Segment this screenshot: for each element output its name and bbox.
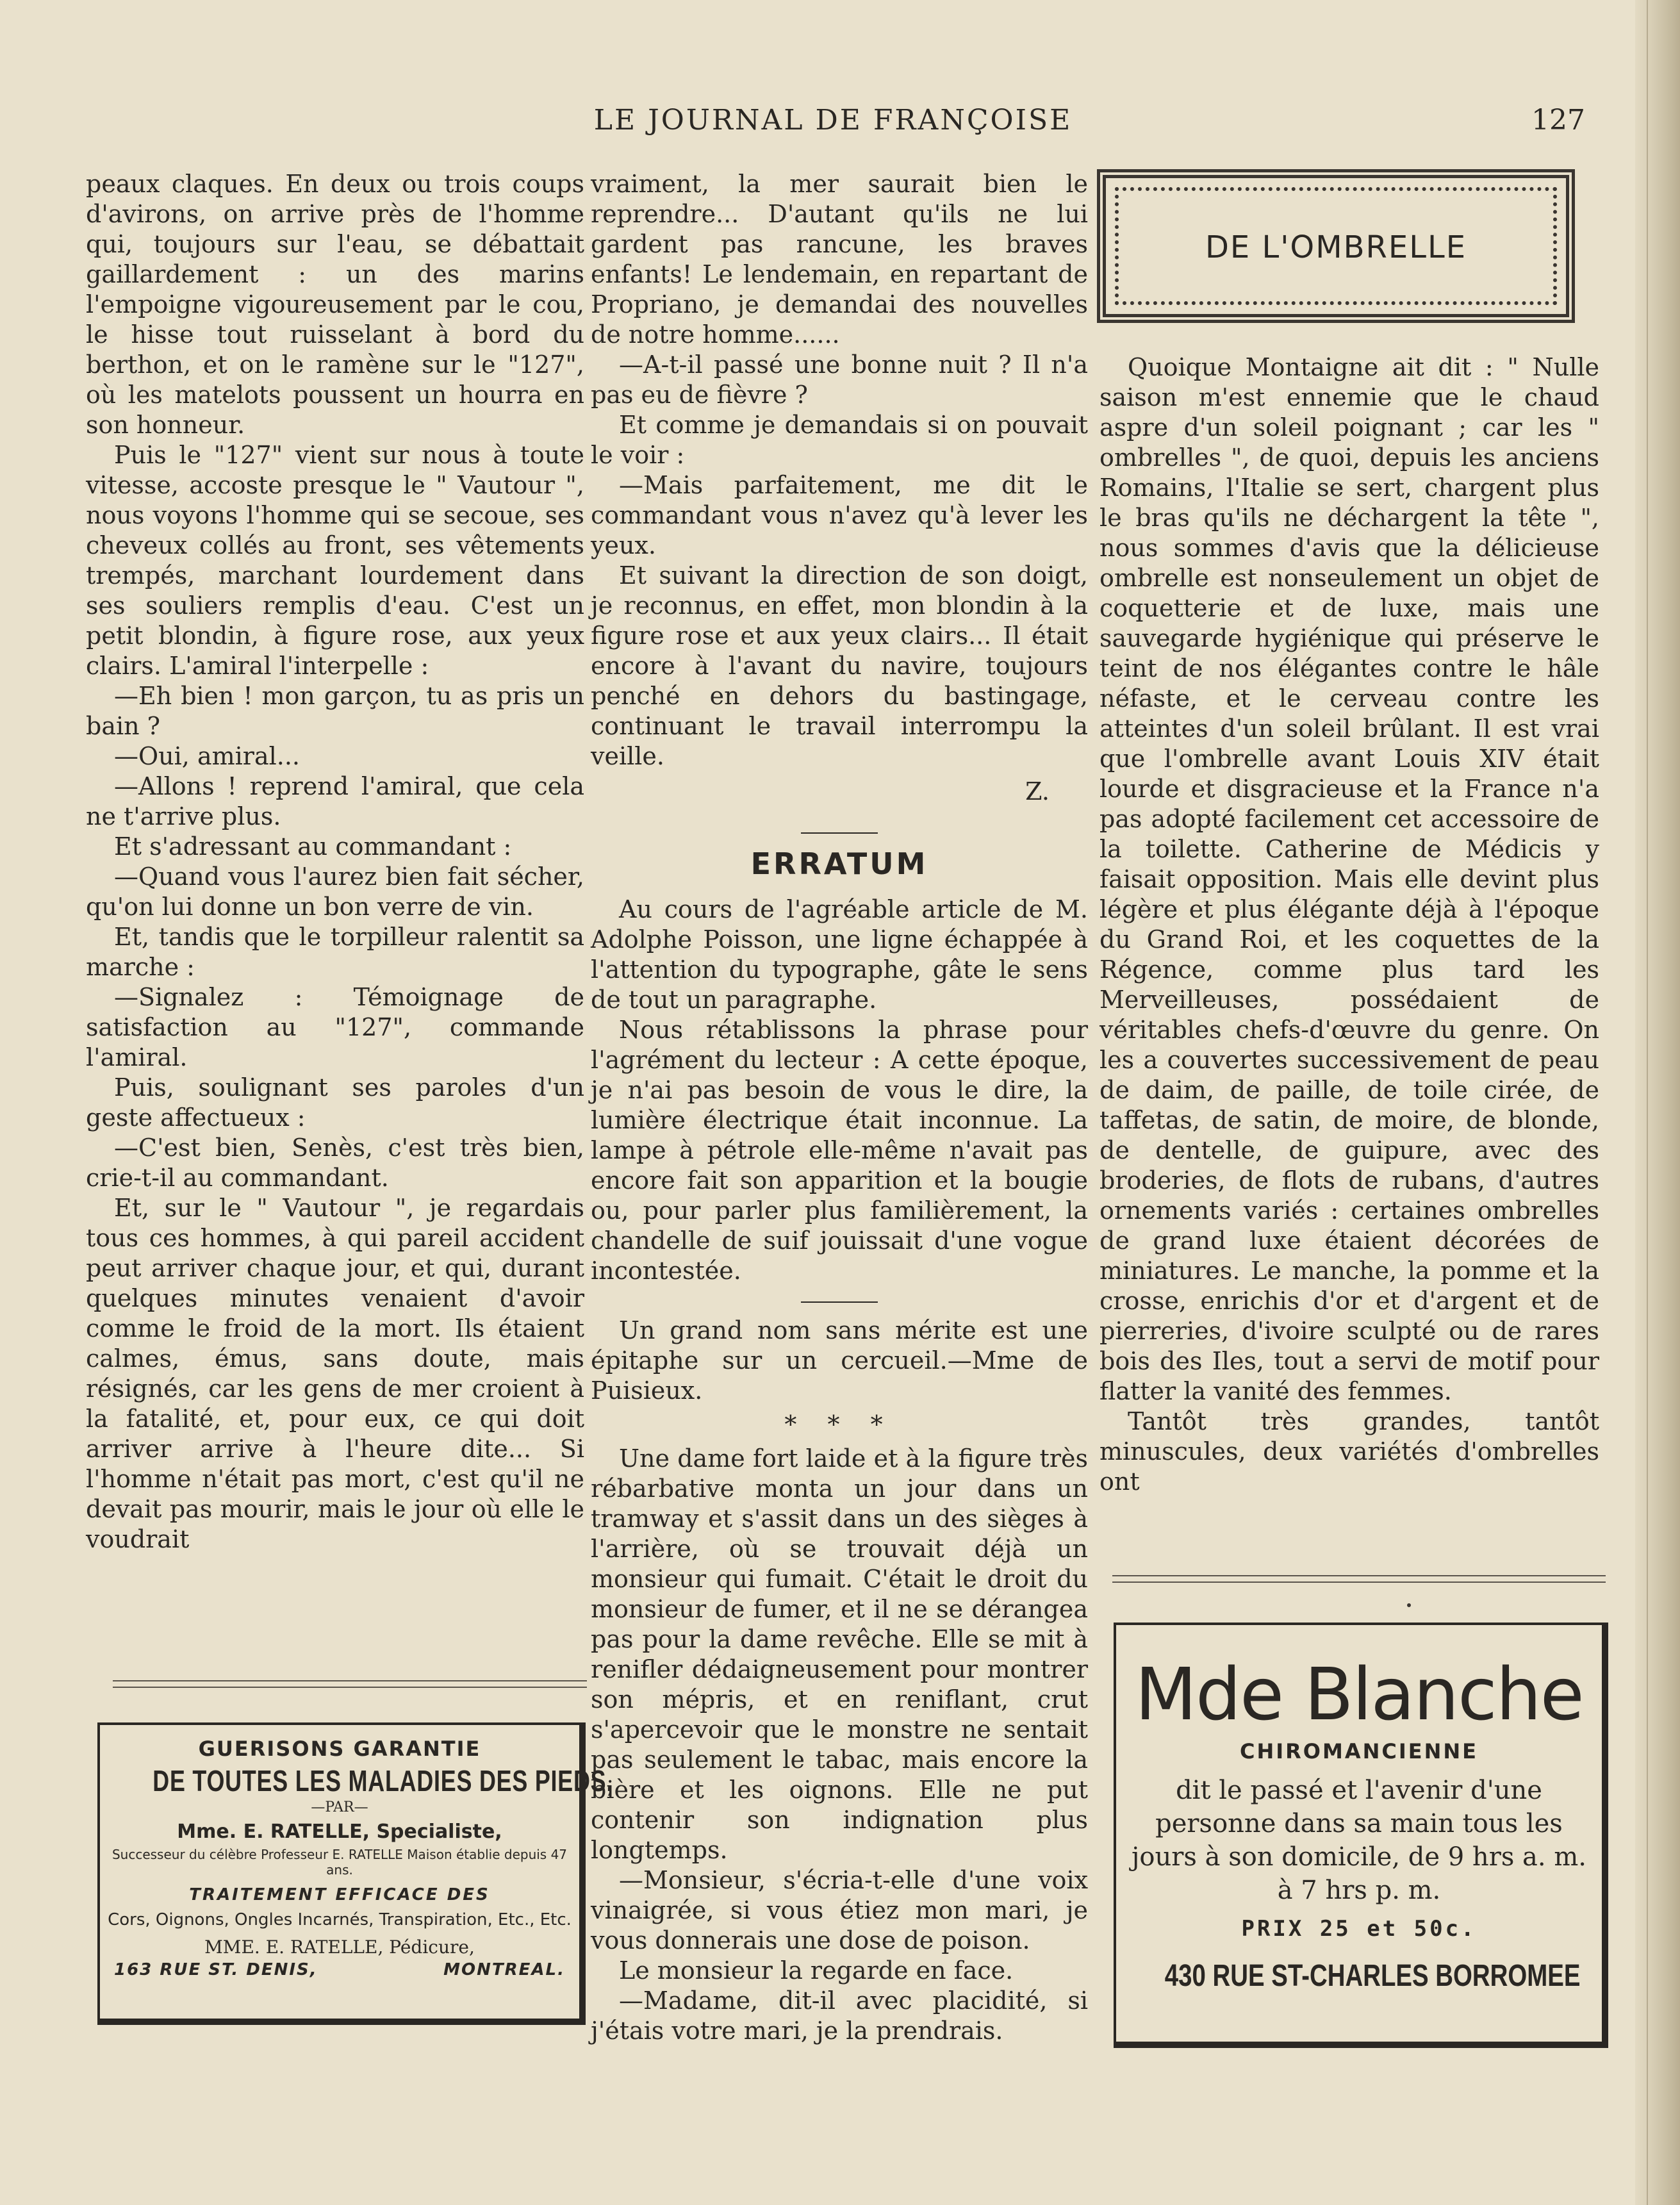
erratum-heading: ERRATUM (750, 846, 928, 881)
col1-paragraph: peaux claques. En deux ou trois coups d'avirons, on arrive près de l'homme qui, toujours sur l'eau, se débattait gaillardement : un des marins l'empoigne vigoureusement par le cou, le hisse tout ruisselant à bord du berthon, et on le ramène sur le "127", où les matelots poussent un hourra en son honneur. (86, 170, 584, 439)
ad-right-body: dit le passé et l'avenir d'une personne dans sa main tous les jours à son domicile, de 9 hrs a. m. à 7 hrs p. m. (1132, 1776, 1586, 1905)
ad-left-pedicure: MME. E. RATELLE, Pédicure, (204, 1937, 475, 1958)
col2-paragraph: Et suivant la direction de son doigt, je reconnus, en effet, mon blondin à la figure rose et aux yeux clairs... Il était encore à l'avant du navire, toujours penché en dehors du bastingage, continuant le travail interrompu la veille. (591, 561, 1088, 770)
advertisement-pedicure (97, 1722, 614, 2025)
page-edge (1635, 0, 1680, 2205)
ad-left-ailments: Cors, Oignons, Ongles Incarnés, Transpiration, Etc., Etc. (108, 1910, 572, 1929)
running-head: LE JOURNAL DE FRANÇOISE (593, 104, 1073, 136)
ad-left-address-line (100, 1960, 579, 1979)
column-2 (591, 169, 1088, 2046)
anecdote-paragraph: Le monsieur la regarde en face. (619, 1956, 1014, 1985)
ad-right-address: 430 RUE ST-CHARLES BORROMEE (1164, 1959, 1581, 1993)
ombrelle-title: DE L'OMBRELLE (1205, 229, 1467, 265)
col1-paragraph: —Quand vous l'aurez bien fait sécher, qu'on lui donne un bon verre de vin. (86, 863, 584, 921)
erratum-paragraph: Au cours de l'agréable article de M. Adolphe Poisson, une ligne échappée à l'attention du typographe, gâte le sens de tout un paragraphe. (591, 895, 1088, 1014)
anecdote-paragraph: —Monsieur, s'écria-t-elle d'une voix vinaigrée, si vous étiez mon mari, je vous donnerais une dose de poison. (591, 1866, 1088, 1954)
col2-paragraph: vraiment, la mer saurait bien le reprendre... D'autant qu'ils ne lui gardent pas rancune, les braves enfants! Le lendemain, en repartant de Propriano, je demandai des nouvelles de notre homme...... (591, 170, 1088, 349)
ad-left-headline: GUERISONS GARANTIE (198, 1737, 481, 1761)
col1-bottom-rule (113, 1680, 587, 1688)
col1-paragraph: Puis, soulignant ses paroles d'un geste affectueux : (86, 1073, 584, 1132)
page-number: 127 (1531, 104, 1585, 136)
col1-paragraph: —Allons ! reprend l'amiral, que cela ne t'arrive plus. (86, 772, 584, 830)
col1-paragraph: Puis le "127" vient sur nous à toute vitesse, accoste presque le " Vautour ", nous voyons l'homme qui se secoue, ses cheveux collés au front, ses vêtements trempés, marchant lourdement dans ses souliers remplis d'eau. C'est un petit blondin, à figure rose, aux yeux clairs. L'amiral l'interpelle : (86, 441, 584, 680)
col2-paragraph: —Mais parfaitement, me dit le commandant vous n'avez qu'à lever les yeux. (591, 471, 1088, 559)
col1-paragraph: —Signalez : Témoignage de satisfaction au "127", commande l'amiral. (86, 983, 584, 1071)
col1-paragraph: —Eh bien ! mon garçon, tu as pris un bain ? (86, 682, 584, 740)
col1-paragraph: —C'est bien, Senès, c'est très bien, crie-t-il au commandant. (86, 1134, 584, 1192)
ad-left-name: Mme. E. RATELLE, Specialiste, (177, 1821, 502, 1843)
column-3 (1099, 352, 1599, 1497)
ad-left-par: —PAR— (311, 1799, 368, 1815)
col3-paragraph: Quoique Montaigne ait dit : " Nulle saison m'est ennemie que le chaud aspre d'un soleil poignant ; car les " ombrelles ", de quoi, depuis les anciens Romains, l'Italie se sert, chargent plus le bras qu'ils ne déchargent la tête ", nous sommes d'avis que la délicieuse ombrelle est nonseulement un objet de coquetterie et de luxe, mais une sauvegarde hygiénique qui préserve le teint de nos élégantes contre le hâle néfaste, et le cerveau contre les atteintes d'un soleil brûlant. Il est vrai que l'ombrelle avant Louis XIV était lourde et disgracieuse et la France n'a pas adopté facilement cet accessoire de la toilette. Catherine de Médicis y faisait opposition. Mais elle devint plus légère et plus élégante déjà à l'époque du Grand Roi, et les coquettes de la Régence, comme plus tard les Merveilleuses, possédaient de véritables chefs-d'œuvre du genre. On les a couvertes successivement de peau de daim, de paille, de toile cirée, de taffetas, de satin, de moire, de blonde, de dentelle, de guipure, avec des broderies, de flots de rubans, d'autres ornements variés : certaines ombrelles de grand luxe étaient décorées de miniatures. Le manche, la pomme et la crosse, enrichis d'or et d'argent et de pierreries, d'ivoire sculpté ou de rares bois des Iles, tout a servi de motif pour flatter la vanité des femmes. (1099, 353, 1599, 1405)
article-signature: Z. (1025, 777, 1050, 805)
col1-paragraph: Et, tandis que le torpilleur ralentit sa marche : (86, 923, 584, 981)
ink-dot (1407, 1603, 1411, 1607)
ad-right-price: PRIX 25 et 50c. (1241, 1916, 1477, 1942)
ad-right-title: CHIROMANCIENNE (1239, 1739, 1479, 1763)
section-divider (801, 1301, 878, 1303)
section-divider (801, 832, 878, 834)
col2-paragraph: —A-t-il passé une bonne nuit ? Il n'a pas eu de fièvre ? (591, 351, 1088, 409)
col3-paragraph: Tantôt très grandes, tantôt minuscules, deux variétés d'ombrelles ont (1099, 1407, 1599, 1496)
asterism: * * * (784, 1410, 894, 1439)
anecdote-paragraph: —Madame, dit-il avec placidité, si j'étais votre mari, je la prendrais. (591, 1986, 1088, 2045)
col1-paragraph: Et s'adressant au commandant : (114, 832, 512, 861)
ad-right-name: Mde Blanche (1135, 1653, 1583, 1737)
col3-bottom-rule (1112, 1575, 1606, 1583)
ad-left-address: 163 RUE ST. DENIS, (114, 1960, 318, 1979)
ad-left-successor: Successeur du célèbre Professeur E. RATELLE Maison établie depuis 47 ans. (111, 1847, 568, 1878)
col1-paragraph: —Oui, amiral... (114, 742, 300, 770)
ad-left-title: DE TOUTES LES MALADIES DES PIEDS, (152, 1764, 614, 1797)
ad-left-city: MONTREAL. (443, 1960, 565, 1979)
erratum-paragraph: Nous rétablissons la phrase pour l'agrément du lecteur : A cette époque, je n'ai pas besoin de vous le dire, la lumière électrique était inconnue. La lampe à pétrole elle-même n'avait pas encore fait son apparition et la bougie ou, pour parler plus familièrement, la chandelle de suif jouissait d'une vogue incontestée. (591, 1016, 1088, 1285)
anecdote-paragraph: Une dame fort laide et à la figure très rébarbative monta un jour dans un tramway et s'assit dans un des sièges à l'arrière, où se trouvait déjà un monsieur qui fumait. C'était le droit du monsieur de fumer, et il ne se dérangea pas pour la dame revêche. Elle se mit à renifler dédaigneusement pour montrer son mépris, et en reniflant, crut s'apercevoir que le monstre ne sentait pas seulement le tabac, mais encore la bière et les oignons. Elle ne put contenir son indignation plus longtemps. (591, 1444, 1088, 1864)
maxim: Un grand nom sans mérite est une épitaphe sur un cercueil.—Mme de Puisieux. (591, 1316, 1088, 1405)
advertisement-palmist (1114, 1623, 1608, 2048)
ombrelle-title-box (1097, 169, 1575, 323)
ad-left-treatment: TRAITEMENT EFFICACE DES (189, 1885, 490, 1904)
col1-paragraph: Et, sur le " Vautour ", je regardais tous ces hommes, à qui pareil accident peut arriver chaque jour, et qui, durant quelques minutes venaient d'avoir comme le froid de la mort. Ils étaient calmes, émus, sans doute, mais résignés, car les gens de mer croient à la fatalité, et, pour eux, ce qui doit arriver arrive à l'heure dite... Si l'homme n'était pas mort, c'est qu'il ne devait pas mourir, mais le jour où elle le voudrait (86, 1194, 584, 1553)
col2-paragraph: Et comme je demandais si on pouvait le voir : (591, 411, 1088, 469)
column-1 (86, 169, 584, 1555)
